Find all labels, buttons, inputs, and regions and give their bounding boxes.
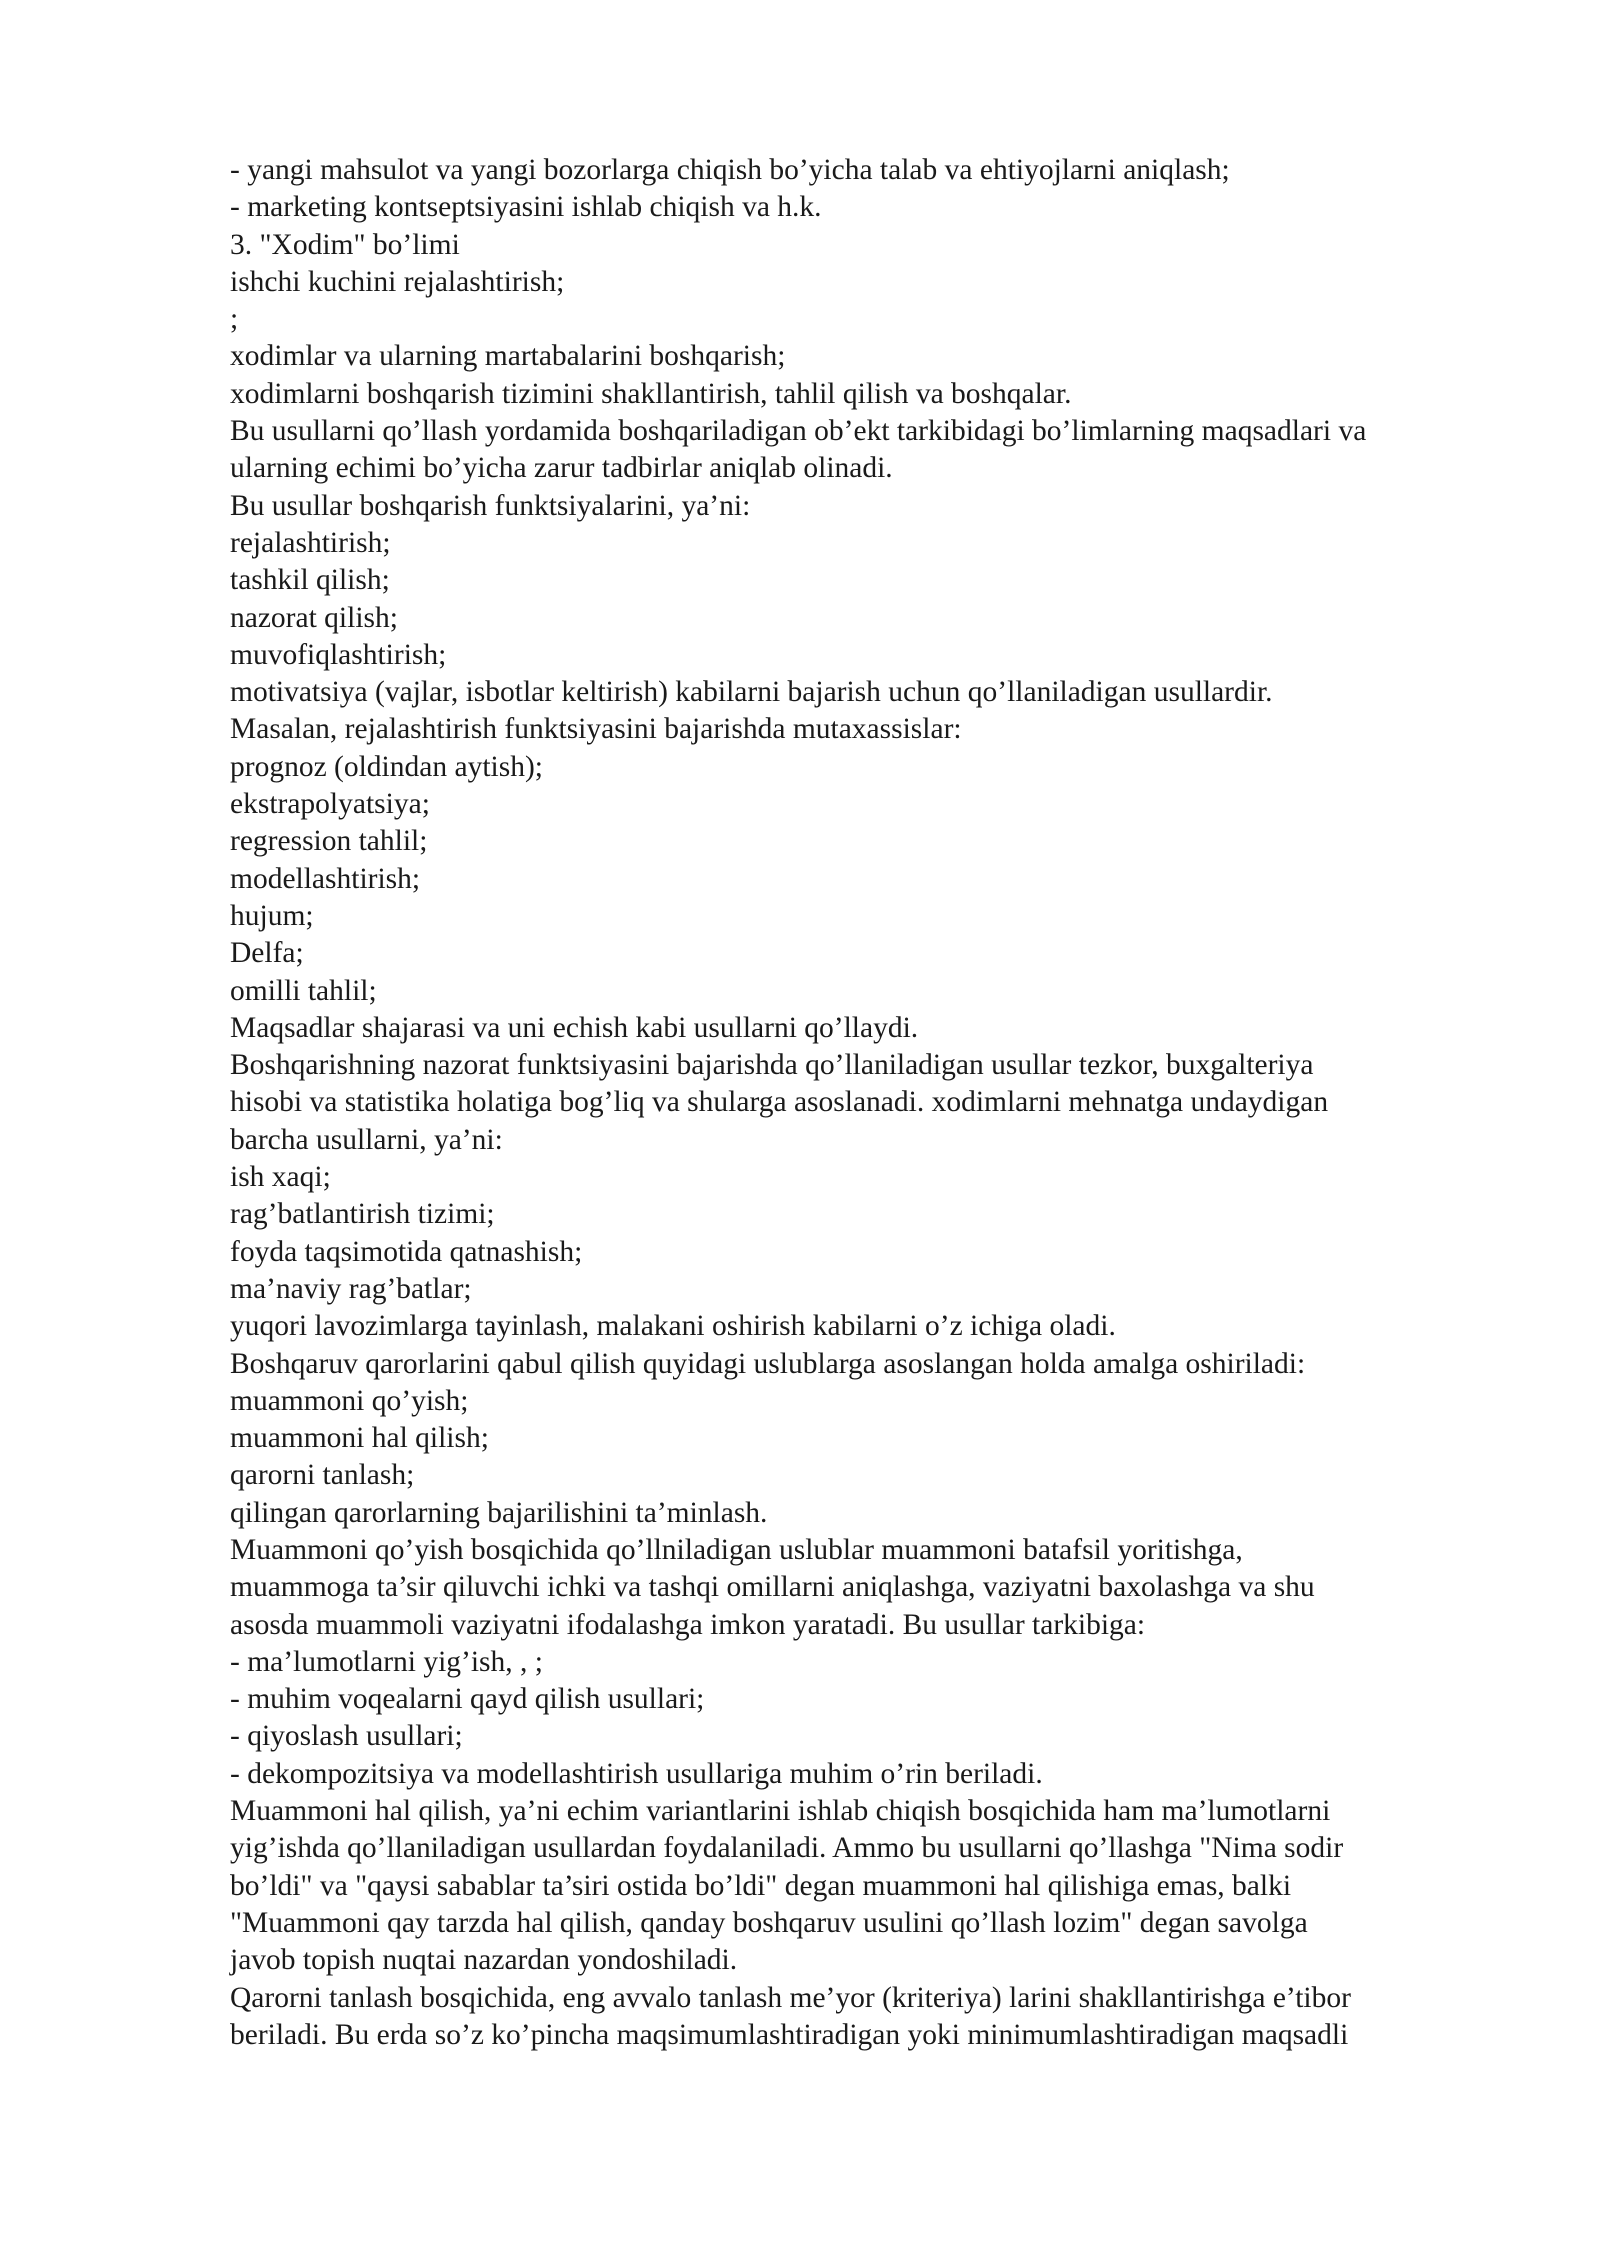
text-line-44: - dekompozitsiya va modellashtirish usullariga muhim o’rin beriladi. [230, 1757, 1043, 1790]
text-line-50: Qarorni tanlash bosqichida, eng avvalo tanlash me’yor (kriteriya) larini shakllantirishga e’tibor [230, 1981, 1351, 2014]
text-line-35: muammoni hal qilish; [230, 1422, 489, 1455]
text-line-21: hujum; [230, 899, 314, 932]
text-line-11: rejalashtirish; [230, 526, 391, 559]
text-line-39: muammoga ta’sir qiluvchi ichki va tashqi omillarni aniqlashga, vaziyatni baxolashga va shu [230, 1571, 1315, 1604]
text-line-10: Bu usullar boshqarish funktsiyalarini, ya’ni: [230, 489, 751, 522]
text-line-17: prognoz (oldindan aytish); [230, 750, 543, 783]
text-line-32: yuqori lavozimlarga tayinlash, malakani oshirish kabilarni o’z ichiga oladi. [230, 1310, 1116, 1343]
text-line-36: qarorni tanlash; [230, 1459, 415, 1492]
text-line-37: qilingan qarorlarning bajarilishini ta’minlash. [230, 1496, 768, 1529]
text-line-23: omilli tahlil; [230, 974, 377, 1007]
text-line-5: ; [230, 303, 239, 336]
section-heading-xodim: 3. "Xodim" bo’limi [230, 228, 460, 261]
text-line-30: foyda taqsimotida qatnashish; [230, 1235, 583, 1268]
text-line-33: Boshqaruv qarorlarini qabul qilish quyidagi uslublarga asoslangan holda amalga oshiriladi: [230, 1347, 1306, 1380]
text-line-8: Bu usullarni qo’llash yordamida boshqariladigan ob’ekt tarkibidagi bo’limlarning maqsadlari va [230, 415, 1367, 448]
text-line-34: muammoni qo’yish; [230, 1384, 469, 1417]
text-line-43: - qiyoslash usullari; [230, 1720, 463, 1753]
text-line-27: barcha usullarni, ya’ni: [230, 1123, 503, 1156]
text-line-1: - yangi mahsulot va yangi bozorlarga chiqish bo’yicha talab va ehtiyojlarni aniqlash; [230, 154, 1230, 186]
text-line-49: javob topish nuqtai nazardan yondoshiladi. [230, 1944, 738, 1977]
text-line-41: - ma’lumotlarni yig’ish, , ; [230, 1645, 543, 1678]
text-line-9: ularning echimi bo’yicha zarur tadbirlar aniqlab olinadi. [230, 452, 893, 485]
text-line-40: asosda muammoli vaziyatni ifodalashga imkon yaratadi. Bu usullar tarkibiga: [230, 1608, 1146, 1641]
document-page [230, 152, 1490, 2054]
text-line-51: beriladi. Bu erda so’z ko’pincha maqsimumlashtiradigan yoki minimumlashtiradigan maqsadli [230, 2018, 1349, 2051]
text-line-31: ma’naviy rag’batlar; [230, 1272, 472, 1305]
text-line-13: nazorat qilish; [230, 601, 398, 634]
text-line-25: Boshqarishning nazorat funktsiyasini bajarishda qo’llaniladigan usullar tezkor, buxgalteriya [230, 1049, 1314, 1082]
text-line-48: "Muammoni qay tarzda hal qilish, qanday boshqaruv usulini qo’llash lozim" degan savolga [230, 1906, 1308, 1939]
text-line-19: regression tahlil; [230, 825, 428, 858]
text-line-38: Muammoni qo’yish bosqichida qo’llniladigan uslublar muammoni batafsil yoritishga, [230, 1533, 1243, 1566]
text-line-46: yig’ishda qo’llaniladigan usullardan foydalaniladi. Ammo bu usullarni qo’llashga "Nima sodir [230, 1832, 1344, 1865]
text-line-26: hisobi va statistika holatiga bog’liq va shularga asoslanadi. xodimlarni mehnatga undaydigan [230, 1086, 1329, 1119]
text-line-12: tashkil qilish; [230, 564, 390, 597]
text-line-20: modellashtirish; [230, 862, 421, 895]
text-line-6: xodimlar va ularning martabalarini boshqarish; [230, 340, 786, 373]
text-line-22: Delfa; [230, 937, 304, 970]
text-line-24: Maqsadlar shajarasi va uni echish kabi usullarni qo’llaydi. [230, 1011, 919, 1044]
text-line-28: ish xaqi; [230, 1161, 331, 1194]
text-line-42: - muhim voqealarni qayd qilish usullari; [230, 1683, 705, 1716]
text-line-15: motivatsiya (vajlar, isbotlar keltirish) kabilarni bajarish uchun qo’llaniladigan usullardir. [230, 676, 1273, 709]
text-line-2: - marketing kontseptsiyasini ishlab chiqish va h.k. [230, 191, 822, 224]
text-line-14: muvofiqlashtirish; [230, 638, 447, 671]
text-line-18: ekstrapolyatsiya; [230, 788, 430, 821]
text-line-7: xodimlarni boshqarish tizimini shakllantirish, tahlil qilish va boshqalar. [230, 377, 1072, 410]
text-line-45: Muammoni hal qilish, ya’ni echim variantlarini ishlab chiqish bosqichida ham ma’lumotlarni [230, 1795, 1331, 1828]
text-line-4: ishchi kuchini rejalashtirish; [230, 265, 565, 298]
text-line-47: bo’ldi" va "qaysi sabablar ta’siri ostida bo’ldi" degan muammoni hal qilishiga emas, balki [230, 1869, 1292, 1902]
text-line-16: Masalan, rejalashtirish funktsiyasini bajarishda mutaxassislar: [230, 713, 962, 746]
text-line-29: rag’batlantirish tizimi; [230, 1198, 495, 1231]
